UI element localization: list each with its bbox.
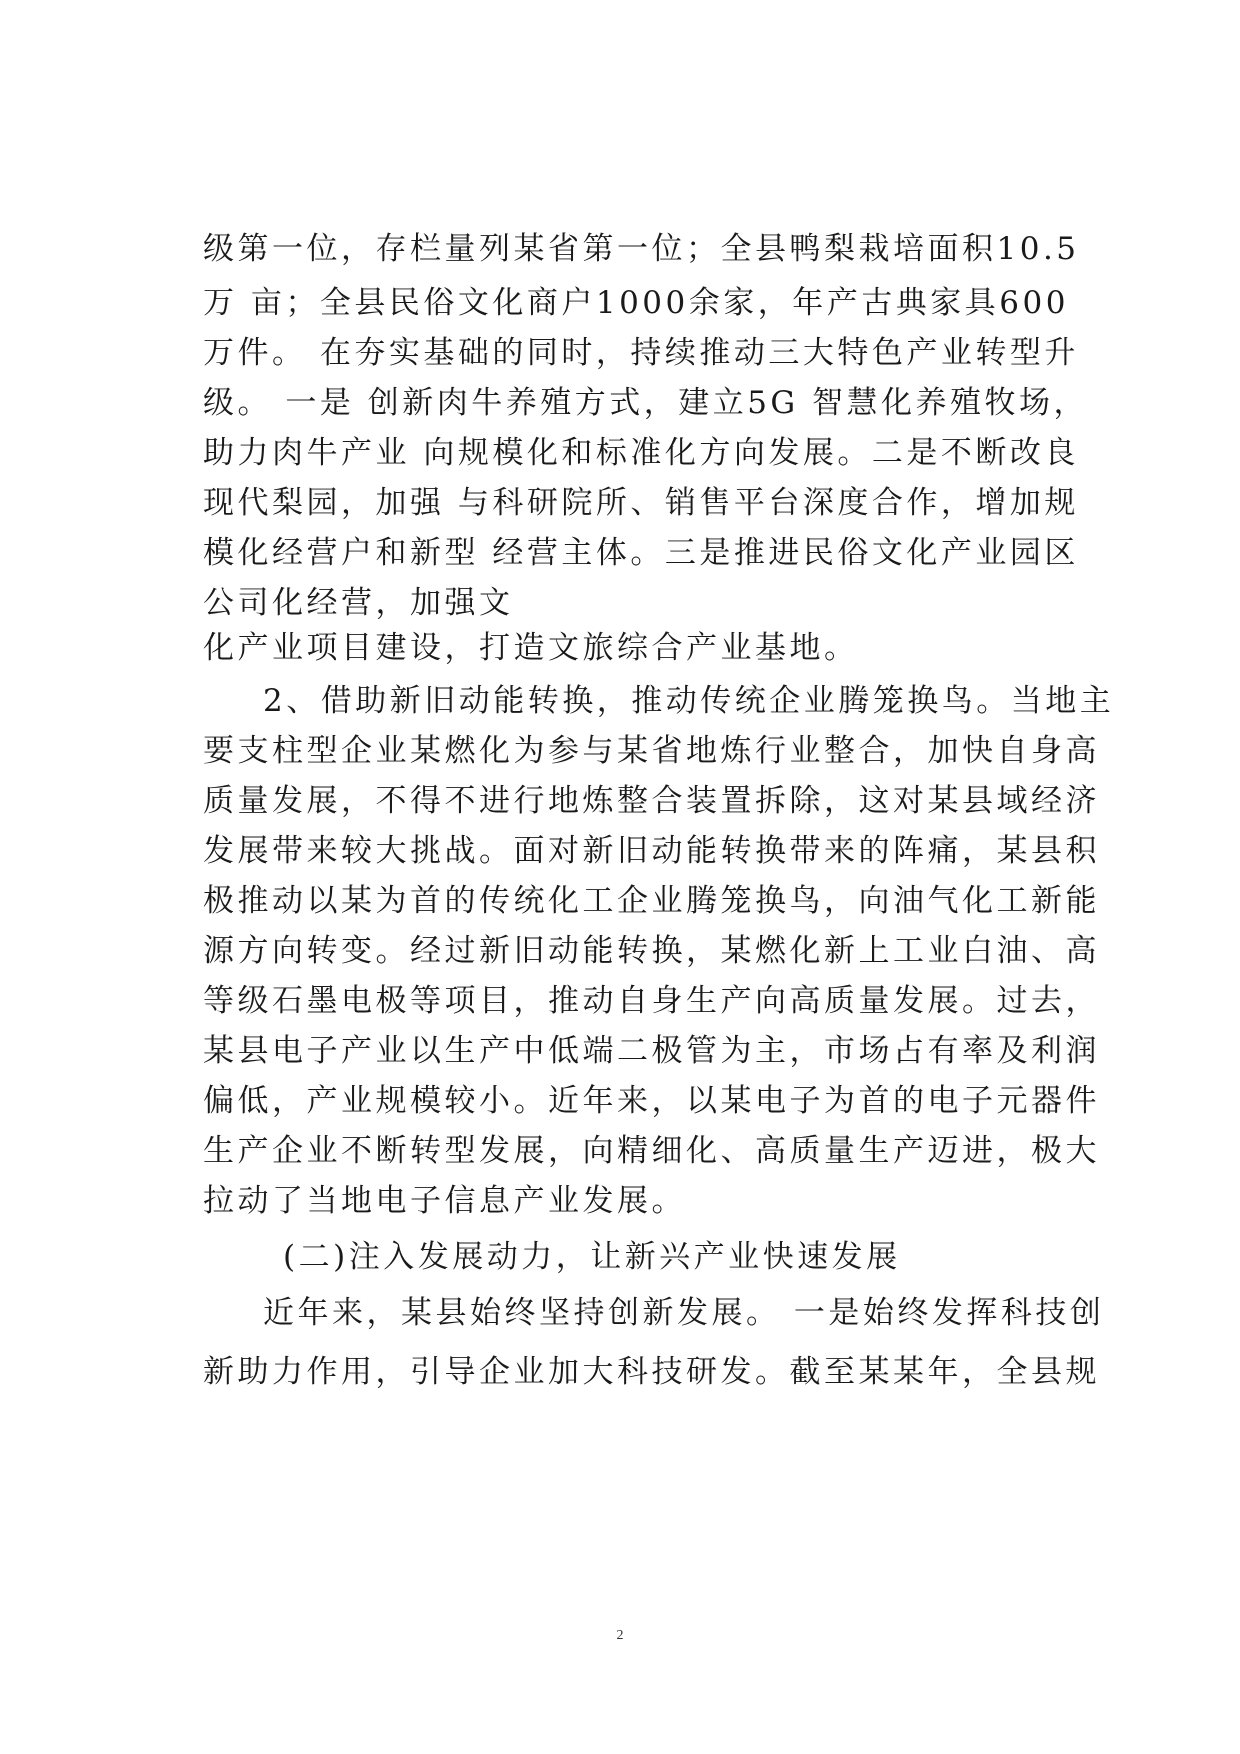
paragraph-3-first-line: 近年来，某县始终坚持创新发展。 一是始终发挥科技创 [263, 1295, 1105, 1331]
text-line-1: 级第一位，存栏量列某省第一位；全县鸭梨栽培面积10.5 [203, 231, 1080, 267]
text-line-23: 新助力作用，引导企业加大科技研发。截至某某年，全县规 [203, 1354, 1100, 1390]
text-line-16: 等级石墨电极等项目，推动自身生产向高质量发展。过去， [203, 983, 1100, 1019]
text-line-8: 公司化经营，加强文 [203, 585, 514, 621]
text-line-9: 化产业项目建设，打造文旅综合产业基地。 [203, 630, 859, 666]
text-line-14: 极推动以某为首的传统化工企业腾笼换鸟，向油气化工新能 [203, 883, 1100, 919]
text-line-6: 现代梨园，加强 与科研院所、销售平台深度合作，增加规 [203, 485, 1079, 521]
page-number: 2 [616, 1628, 624, 1643]
text-line-18: 偏低，产业规模较小。近年来，以某电子为首的电子元器件 [203, 1083, 1100, 1119]
paragraph-2-first-line: 2、借助新旧动能转换，推动传统企业腾笼换鸟。当地主 [263, 683, 1115, 719]
text-line-19: 生产企业不断转型发展，向精细化、高质量生产迈进，极大 [203, 1133, 1100, 1169]
text-line-15: 源方向转变。经过新旧动能转换，某燃化新上工业白油、高 [203, 933, 1100, 969]
text-line-20: 拉动了当地电子信息产业发展。 [203, 1183, 686, 1219]
text-line-7: 模化经营户和新型 经营主体。三是推进民俗文化产业园区 [203, 535, 1079, 571]
text-line-13: 发展带来较大挑战。面对新旧动能转换带来的阵痛，某县积 [203, 833, 1100, 869]
text-line-11: 要支柱型企业某燃化为参与某省地炼行业整合，加快自身高 [203, 733, 1100, 769]
text-line-17: 某县电子产业以生产中低端二极管为主，市场占有率及利润 [203, 1033, 1100, 1069]
text-line-4: 级。 一是 创新肉牛养殖方式，建立5G 智慧化养殖牧场， [203, 385, 1089, 421]
text-line-5: 助力肉牛产业 向规模化和标准化方向发展。二是不断改良 [203, 435, 1079, 471]
text-line-2: 万 亩；全县民俗文化商户1000余家，年产古典家具600 [203, 285, 1069, 321]
text-line-3: 万件。 在夯实基础的同时，持续推动三大特色产业转型升 [203, 335, 1079, 371]
section-heading: (二)注入发展动力，让新兴产业快速发展 [283, 1239, 901, 1275]
text-line-12: 质量发展，不得不进行地炼整合装置拆除，这对某县域经济 [203, 783, 1100, 819]
